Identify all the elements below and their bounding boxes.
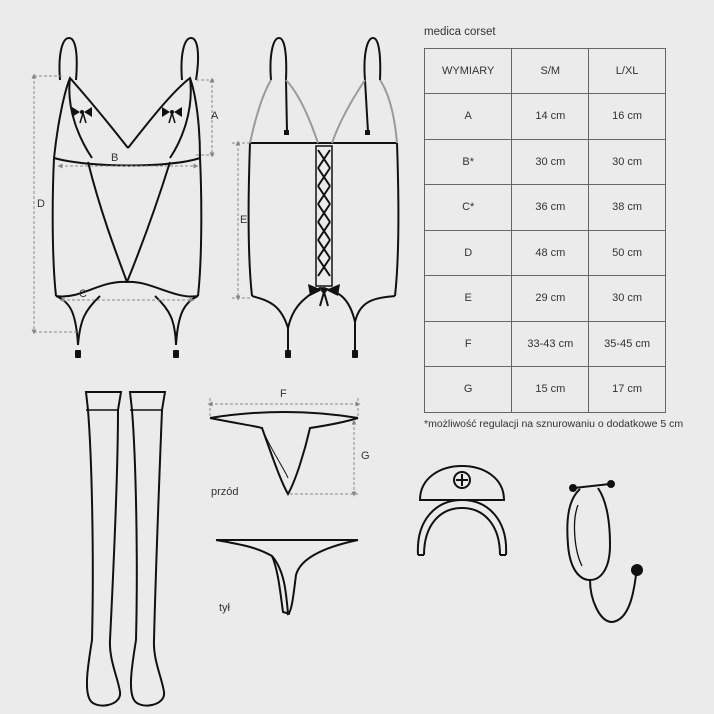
dimension-label-c: C (79, 288, 87, 300)
corset-back-gray-straps (250, 80, 397, 143)
table-row (425, 94, 666, 140)
lxl-cell: 17 cm (589, 367, 666, 413)
dimension-label-f: F (280, 388, 287, 400)
dimension-cell: D (425, 230, 512, 276)
header-cell-sm: S/M (512, 49, 589, 94)
lxl-cell: 35-45 cm (589, 321, 666, 367)
dimension-label-d: D (37, 198, 45, 210)
corset-front-drawing (53, 38, 202, 345)
nurse-cap-cross-icon (454, 472, 470, 488)
sm-cell: 29 cm (512, 276, 589, 322)
sm-cell: 30 cm (512, 139, 589, 185)
dimension-label-a: A (211, 110, 219, 122)
dimension-cell: F (425, 321, 512, 367)
size-table (424, 48, 666, 413)
dimension-label-g: G (361, 450, 370, 462)
back-view-label: tył (219, 602, 230, 614)
dimension-cell: C* (425, 185, 512, 231)
header-cell-dimensions: WYMIARY (425, 49, 512, 94)
lxl-cell: 16 cm (589, 94, 666, 140)
lxl-cell: 50 cm (589, 230, 666, 276)
table-row (425, 230, 666, 276)
dimension-label-e: E (240, 214, 248, 226)
corset-back-lacing (316, 146, 332, 286)
dimension-label-b: B (111, 152, 119, 164)
lxl-cell: 30 cm (589, 276, 666, 322)
thong-front-drawing (210, 412, 358, 494)
table-row (425, 367, 666, 413)
table-row (425, 185, 666, 231)
product-title: medica corset (424, 26, 496, 38)
table-row (425, 276, 666, 322)
header-cell-lxl: L/XL (589, 49, 666, 94)
sm-cell: 15 cm (512, 367, 589, 413)
adjustment-footnote: *możliwość regulacji na sznurowaniu o dodatkowe 5 cm (424, 418, 684, 430)
lxl-cell: 38 cm (589, 185, 666, 231)
lxl-cell: 30 cm (589, 139, 666, 185)
thong-back-drawing (216, 540, 358, 614)
sm-cell: 33-43 cm (512, 321, 589, 367)
corset-back-suspenders (288, 322, 355, 350)
corset-front-bows (72, 107, 182, 358)
dimension-cell: E (425, 276, 512, 322)
sm-cell: 48 cm (512, 230, 589, 276)
table-row (425, 321, 666, 367)
stethoscope-drawing (567, 481, 642, 622)
table-row (425, 139, 666, 185)
size-table-header-row (425, 49, 666, 94)
sm-cell: 36 cm (512, 185, 589, 231)
sm-cell: 14 cm (512, 94, 589, 140)
dimension-cell: G (425, 367, 512, 413)
stockings-drawing (86, 392, 165, 706)
dimension-cell: B* (425, 139, 512, 185)
front-view-label: przód (211, 486, 239, 498)
dimension-cell: A (425, 94, 512, 140)
